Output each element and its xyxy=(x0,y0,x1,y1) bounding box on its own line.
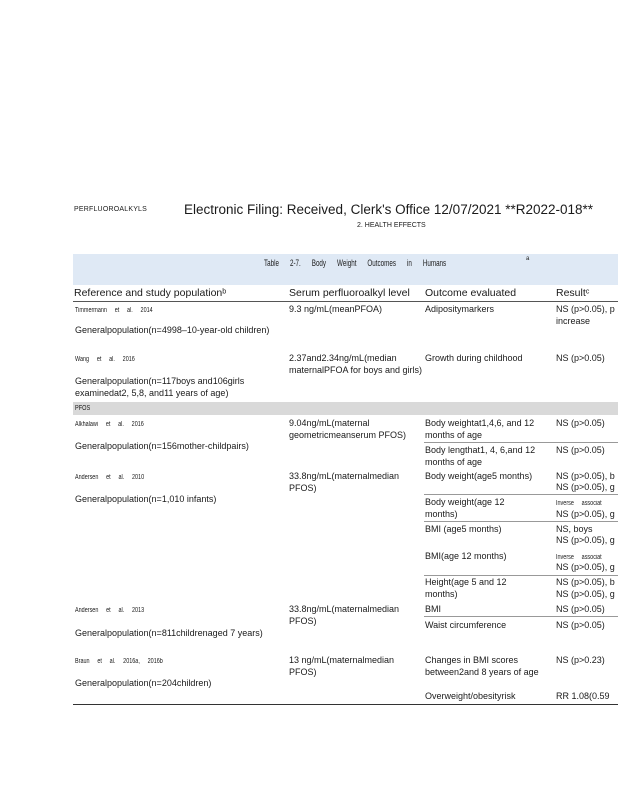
row-result-secondary: NS (p>0.05), g xyxy=(556,589,615,599)
header-rule xyxy=(73,301,618,302)
column-header-result: Resultᶜ xyxy=(556,287,590,299)
row-serum-level: 33.8ng/mL(maternalmedian PFOS) xyxy=(289,471,400,493)
row-serum-level: 33.8ng/mL(maternalmedian PFOS) xyxy=(289,604,400,626)
section-heading: 2. HEALTH EFFECTS xyxy=(357,222,426,229)
section-band-pfos xyxy=(73,402,618,415)
outcome-divider xyxy=(424,494,618,495)
filing-stamp: Electronic Filing: Received, Clerk's Office 12/07/2021 **R2022-018** xyxy=(184,202,594,217)
row-population: Generalpopulation(n=1,010 infants) xyxy=(75,494,217,504)
row-outcome: Changes in BMI scores between2and 8 years of age xyxy=(425,655,539,677)
row-outcome: BMI(age 12 months) xyxy=(425,551,507,561)
row-result: NS (p>0.05) xyxy=(556,604,605,614)
section-label-pfos: PFOS xyxy=(75,405,91,412)
row-result: NS (p>0.05) xyxy=(556,418,605,428)
running-head: PERFLUOROALKYLS xyxy=(74,206,148,213)
row-population: Generalpopulation(n=811childrenaged 7 years) xyxy=(75,628,263,638)
outcome-divider xyxy=(424,521,618,522)
row-outcome: Height(age 5 and 12 months) xyxy=(425,577,507,599)
row-outcome: Body weightat1,4,6, and 12 months of age xyxy=(425,418,535,440)
row-result: NS (p>0.05) xyxy=(556,620,605,630)
outcome-divider xyxy=(424,575,618,576)
row-result: RR 1.08(0.59 xyxy=(556,691,610,701)
row-population: Generalpopulation(n=117boys and106girls examinedat2, 5,8, and11 years of age) xyxy=(75,376,245,398)
row-outcome: Growth during childhood xyxy=(425,353,523,363)
row-outcome: Waist circumference xyxy=(425,620,507,630)
row-serum-level: 9.3 ng/mL(meanPFOA) xyxy=(289,304,383,314)
row-result: NS (p>0.05) xyxy=(556,353,605,363)
row-population: Generalpopulation(n=156mother-childpairs) xyxy=(75,441,249,451)
row-result: NS (p>0.23) xyxy=(556,655,605,665)
table-title-footnote-mark: a xyxy=(526,256,530,262)
table-bottom-rule xyxy=(73,704,618,705)
row-result: NS (p>0.05), b xyxy=(556,471,615,481)
row-reference: Andersen et al. 2010 xyxy=(75,474,145,481)
row-result-secondary: NS (p>0.05), g xyxy=(556,482,615,492)
row-serum-level: 13 ng/mL(maternalmedian PFOS) xyxy=(289,655,395,677)
row-result: Inverse associat xyxy=(556,554,602,561)
row-result: Inverse associat xyxy=(556,500,602,507)
column-header-outcome: Outcome evaluated xyxy=(425,287,517,299)
outcome-divider xyxy=(424,616,618,617)
row-serum-level: 9.04ng/mL(maternal geometricmeanserum PFOS) xyxy=(289,418,407,440)
row-outcome: Adipositymarkers xyxy=(425,304,495,314)
row-result-secondary: NS (p>0.05), g xyxy=(556,509,615,519)
row-result: NS, boys xyxy=(556,524,593,534)
row-outcome: Body lengthat1, 4, 6,and 12 months of age xyxy=(425,445,536,467)
column-header-reference: Reference and study populationᵇ xyxy=(74,287,227,299)
row-reference: Alkhalawi et al. 2016 xyxy=(75,421,144,428)
row-population: Generalpopulation(n=4998–10-year-old children) xyxy=(75,325,270,335)
row-outcome: BMI xyxy=(425,604,442,614)
row-population: Generalpopulation(n=204children) xyxy=(75,678,212,688)
row-result: NS (p>0.05), b xyxy=(556,577,615,587)
row-reference: Andersen et al. 2013 xyxy=(75,607,145,614)
row-outcome: Body weight(age5 months) xyxy=(425,471,533,481)
outcome-divider xyxy=(424,442,618,443)
row-outcome: BMI (age5 months) xyxy=(425,524,502,534)
row-reference: Timmermann et al. 2014 xyxy=(75,307,153,314)
row-result-secondary: NS (p>0.05), g xyxy=(556,562,615,572)
row-reference: Braun et al. 2016a, 2016b xyxy=(75,658,163,665)
row-outcome: Body weight(age 12 months) xyxy=(425,497,505,519)
column-header-serum-level: Serum perfluoroalkyl level xyxy=(289,287,410,299)
row-result-secondary: NS (p>0.05), g xyxy=(556,535,615,545)
row-result: NS (p>0.05) xyxy=(556,445,605,455)
table-title: Table 2-7. Body Weight Outcomes in Humans xyxy=(264,258,447,269)
row-result: NS (p>0.05), p increase xyxy=(556,304,615,326)
row-serum-level: 2.37and2.34ng/mL(median maternalPFOA for boys and girls) xyxy=(289,353,423,375)
row-outcome: Overweight/obesityrisk xyxy=(425,691,516,701)
row-reference: Wang et al. 2016 xyxy=(75,356,135,363)
